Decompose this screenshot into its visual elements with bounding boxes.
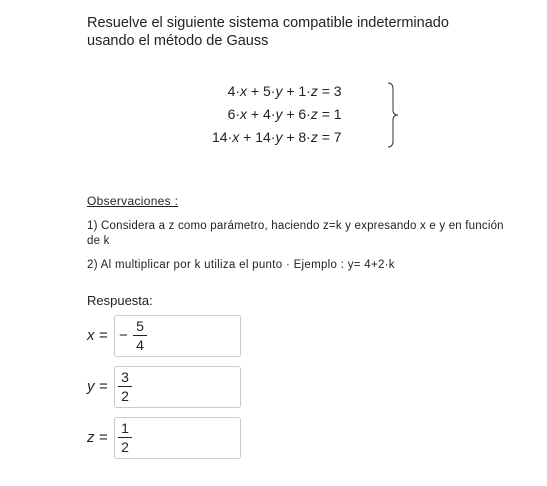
answer-input-z[interactable] — [114, 417, 241, 459]
observacion-1: 1) Considera a z como parámetro, haciendo z=k y expresando x e y en función de k — [87, 220, 504, 247]
fraction: 1 2 — [118, 420, 132, 456]
equals-sign: = — [99, 378, 108, 395]
equals-sign: = — [99, 429, 108, 446]
var-y: y — [87, 378, 95, 395]
var-z: z — [87, 429, 95, 446]
title-line-1: Resuelve el siguiente sistema compatible indeterminado — [87, 15, 449, 31]
equals-sign: = — [99, 327, 108, 344]
answer-input-y[interactable] — [114, 366, 241, 408]
fraction: 3 2 — [118, 369, 132, 405]
answer-input-x[interactable] — [114, 315, 241, 357]
title-line-2: usando el método de Gauss — [87, 33, 269, 49]
observacion-2: 2) Al multiplicar por k utiliza el punto · Ejemplo : y= 4+2·k — [87, 259, 395, 271]
equation-system — [212, 80, 342, 149]
var-x: x — [87, 327, 95, 344]
observaciones-heading: Observaciones : — [87, 194, 179, 208]
equation-row: 14·x + 14·y + 8·z = 7 — [212, 129, 342, 145]
right-brace — [386, 82, 400, 148]
minus-sign: − — [119, 327, 128, 344]
problem-statement — [87, 14, 517, 50]
equation-row: 6·x + 4·y + 6·z = 1 — [227, 106, 342, 122]
respuesta-label: Respuesta: — [87, 293, 153, 308]
fraction: 5 4 — [133, 318, 147, 354]
equation-row: 4·x + 5·y + 1·z = 3 — [227, 83, 342, 99]
